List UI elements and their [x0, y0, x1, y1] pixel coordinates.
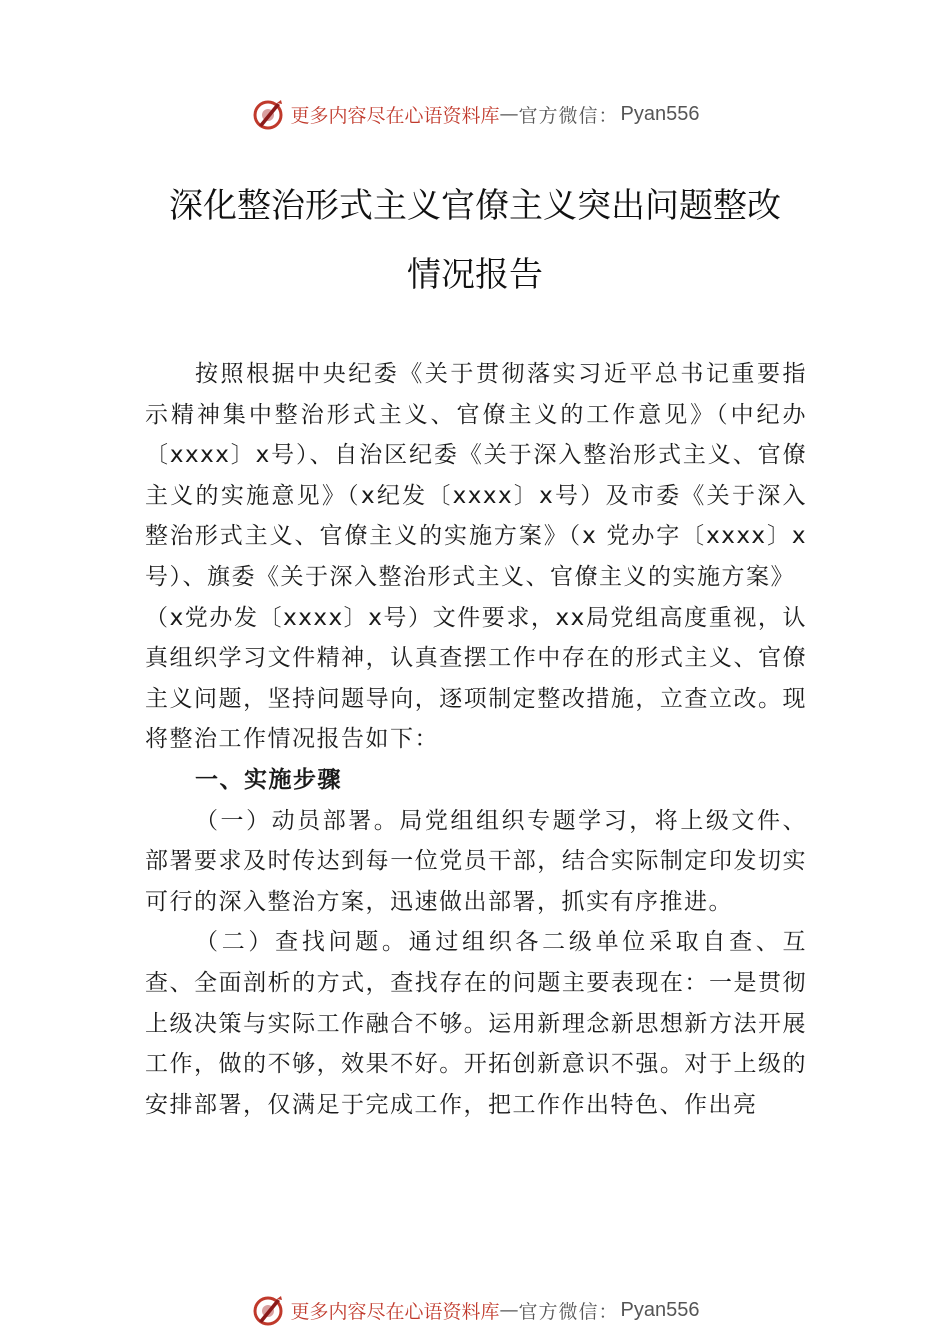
body-paragraph: （二）查找问题。通过组织各二级单位采取自查、互查、全面剖析的方式，查找存在的问题主要表现在：一是贯彻上级决策与实际工作融合不够。运用新理念新思想新方法开展工作，做的不够，效果不好。开拓创新意识不强。对于上级的安排部署，仅满足于完成工作，把工作作出特色、作出亮 [145, 929, 807, 1118]
watermark-gray-text: 官方微信： [518, 104, 619, 127]
pen-logo-icon [251, 1293, 285, 1327]
section-heading: 一、实施步骤 [195, 766, 342, 793]
watermark-wechat-id: Pyan556 [620, 102, 700, 125]
document-title-line1: 深化整治形式主义官僚主义突出问题整改 [169, 186, 781, 226]
document-body [145, 354, 807, 1125]
watermark-banner-bottom [0, 1290, 950, 1330]
watermark-red-text: 更多内容尽在心语资料库 [290, 104, 500, 127]
watermark-dash: — [499, 1299, 519, 1321]
document-title-line2: 情况报告 [407, 255, 543, 295]
watermark-dash: — [499, 103, 519, 125]
pen-logo-icon [251, 97, 285, 131]
body-paragraph: （一）动员部署。局党组组织专题学习，将上级文件、部署要求及时传达到每一位党员干部，结合实际制定印发切实可行的深入整治方案，迅速做出部署，抓实有序推进。 [145, 807, 807, 915]
watermark-red-text: 更多内容尽在心语资料库 [290, 1300, 500, 1323]
watermark-wechat-id: Pyan556 [620, 1298, 700, 1321]
intro-continuation-paragraph: （x党办发〔xxxx〕x号）文件要求，xx局党组高度重视，认真组织学习文件精神，认真查摆工作中存在的形式主义、官僚主义问题，坚持问题导向，逐项制定整改措施，立查立改。现将整治工作情况报告如下： [145, 604, 807, 753]
watermark-gray-text: 官方微信： [518, 1300, 619, 1323]
watermark-banner-top [0, 94, 950, 134]
intro-paragraph: 按照根据中央纪委《关于贯彻落实习近平总书记重要指示精神集中整治形式主义、官僚主义的工作意见》（中纪办〔xxxx〕x号）、自治区纪委《关于深入整治形式主义、官僚主义的实施意见》（x纪发〔xxxx〕x号）及市委《关于深入整治形式主义、官僚主义的实施方案》（x 党办字〔xxxx〕x号）、旗委《关于深入整治形式主义、官僚主义的实施方案》 [145, 361, 807, 590]
